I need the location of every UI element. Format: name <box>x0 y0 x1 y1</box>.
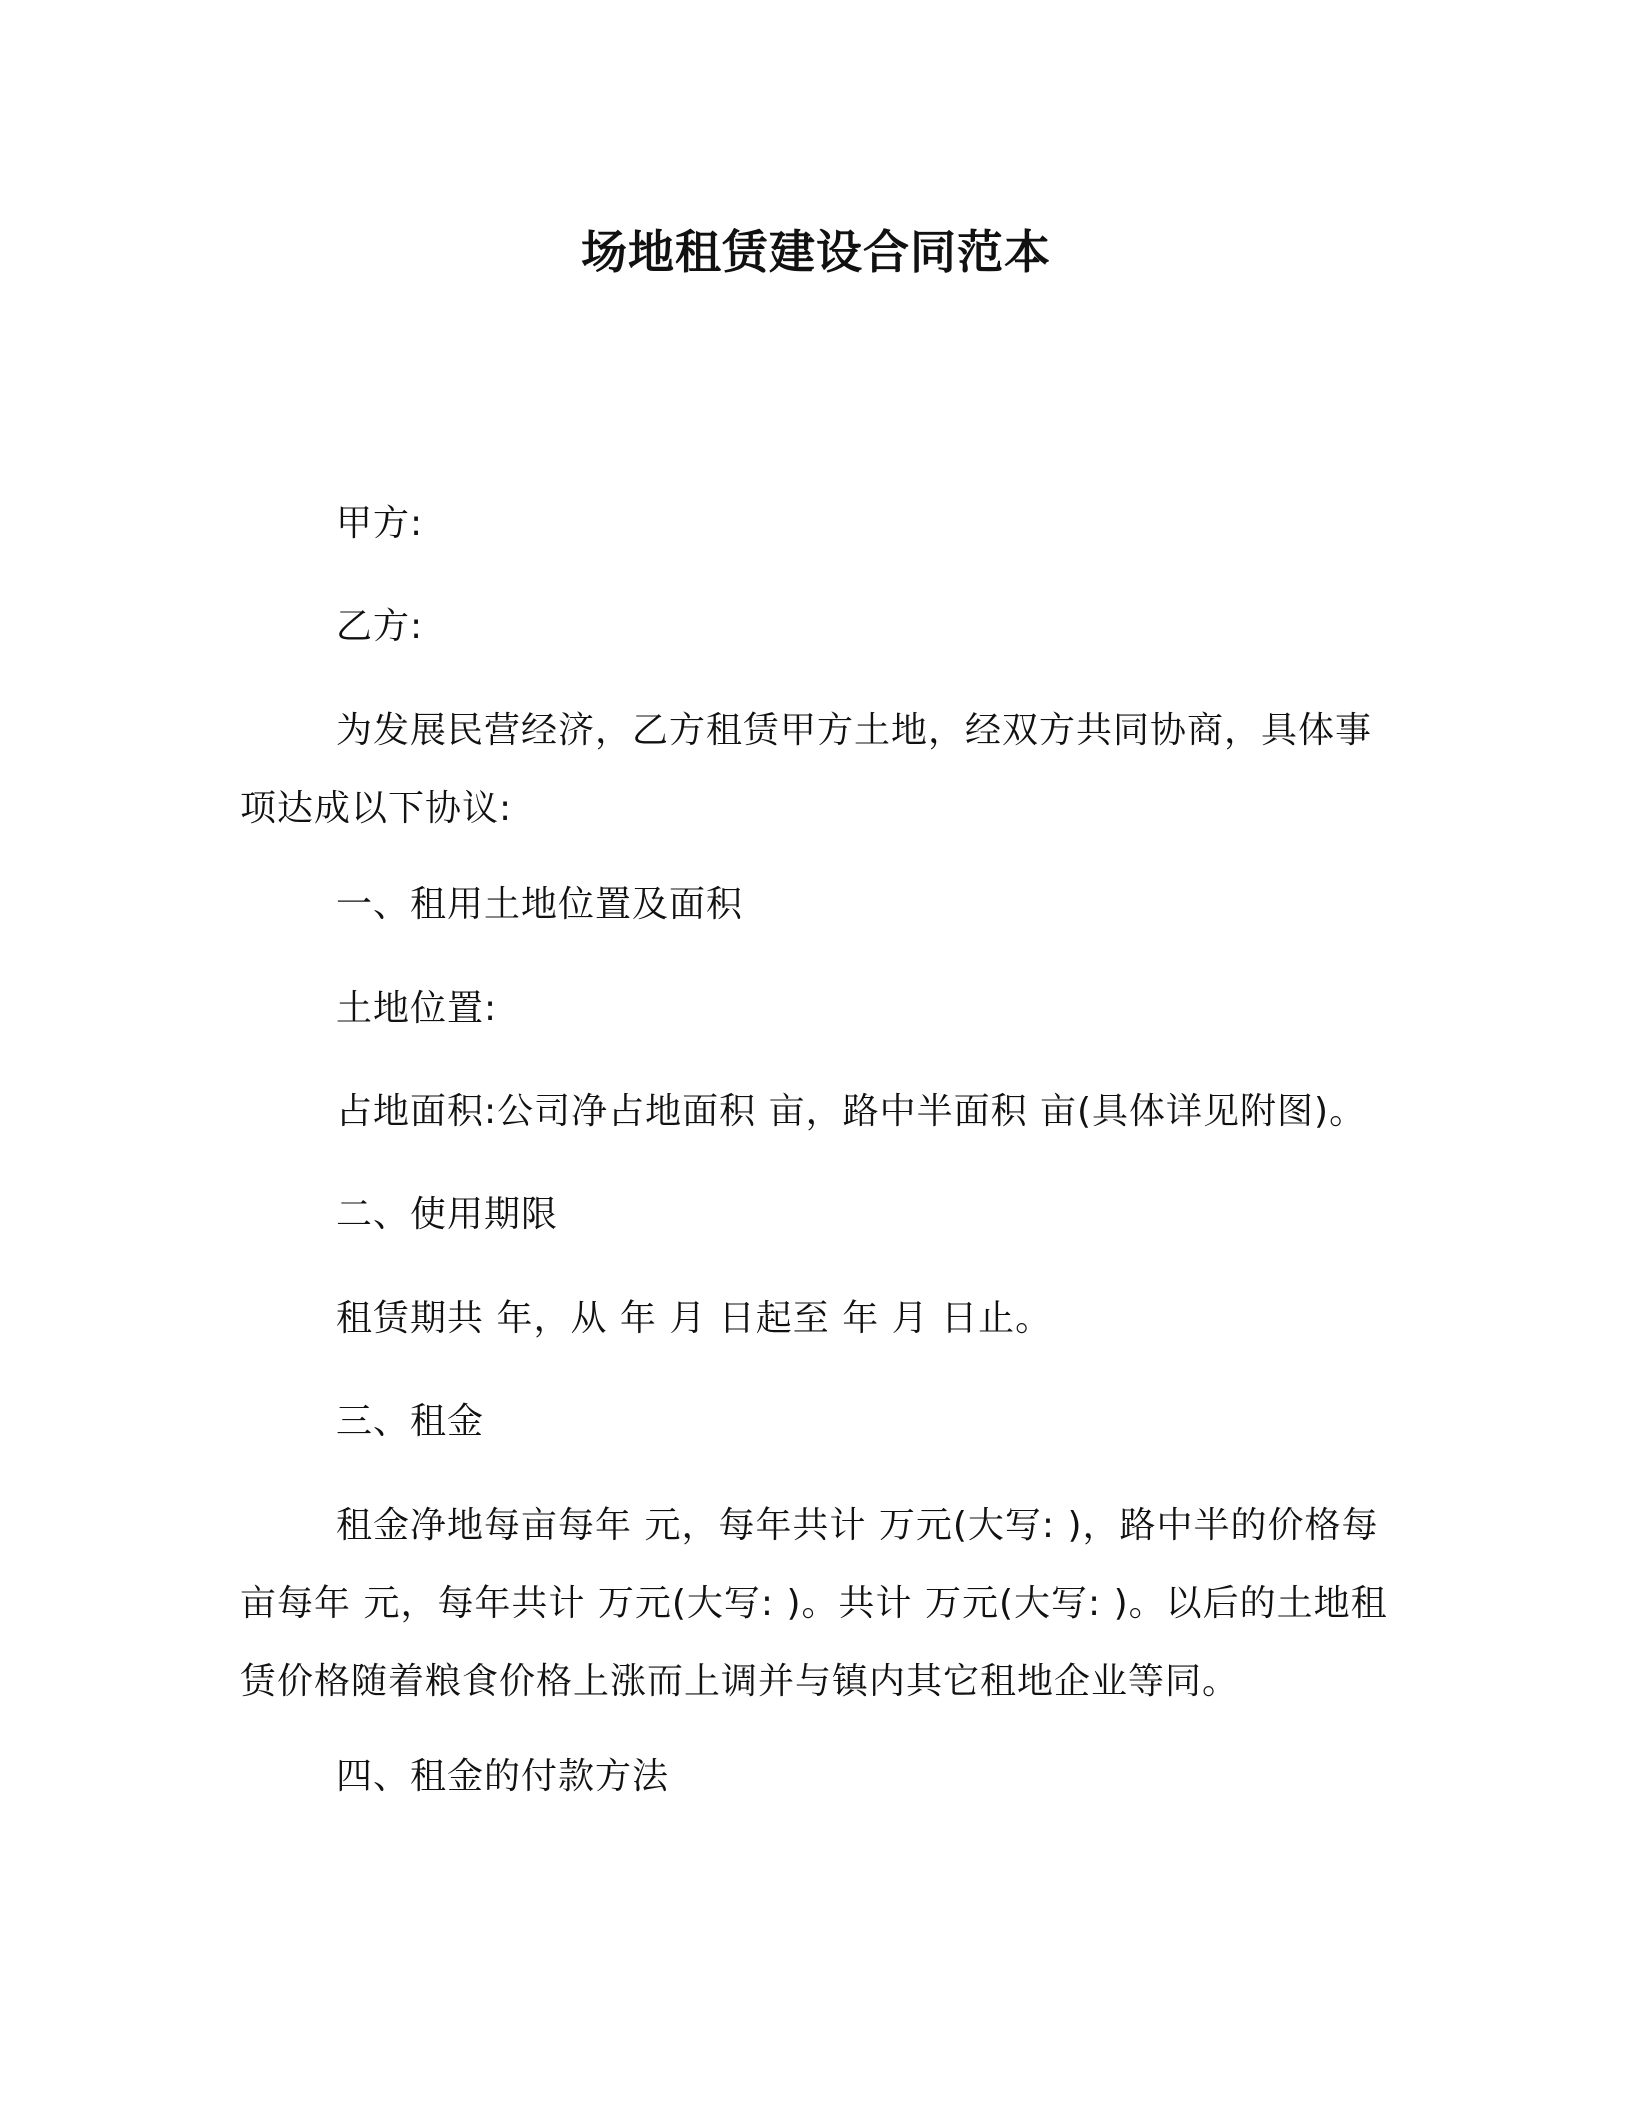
party-a-line: 甲方: <box>336 503 424 544</box>
section-3-heading: 三、租金 <box>336 1401 485 1442</box>
section-1-heading: 一、租用土地位置及面积 <box>336 884 744 925</box>
rent-paragraph: 租金净地每亩每年 元，每年共计 万元(大写: )，路中半的价格每亩每年 元，每年共计 万元(大写: )。共计 万元(大写: )。以后的土地租赁价格随着粮食价格上涨而上调并与镇内其它租地企业等同。 <box>240 1505 1388 1702</box>
party-b-line: 乙方: <box>336 606 424 647</box>
land-location-line: 土地位置: <box>336 988 498 1029</box>
section-4-heading: 四、租金的付款方法 <box>336 1756 670 1797</box>
section-2-heading: 二、使用期限 <box>336 1194 559 1235</box>
intro-paragraph: 为发展民营经济，乙方租赁甲方土地，经双方共同协商，具体事项达成以下协议: <box>240 710 1373 829</box>
land-area-line: 占地面积:公司净占地面积 亩，路中半面积 亩(具体详见附图)。 <box>336 1091 1367 1132</box>
lease-term-line: 租赁期共 年，从 年 月 日起至 年 月 日止。 <box>336 1298 1053 1339</box>
document-title: 场地租赁建设合同范本 <box>581 225 1051 279</box>
